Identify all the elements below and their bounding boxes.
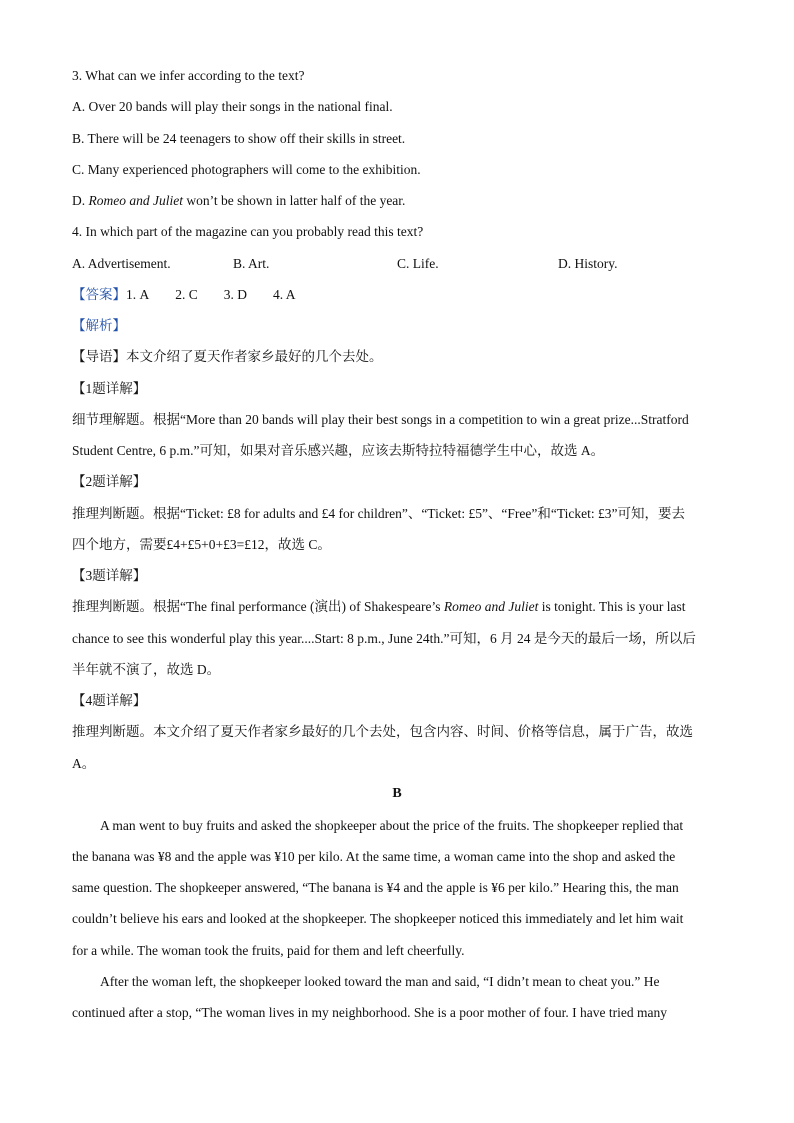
q4-stem: 4. In which part of the magazine can you probably read this text? [72,224,424,239]
passage-line: continued after a stop, “The woman lives in my neighborhood. She is a poor mother of four. I have tried many [72,1005,667,1020]
q3-option-d [72,192,405,210]
detail-4-heading: 【4题详解】 [72,693,147,708]
answer-label: 【答案】 [72,287,126,302]
answer-item: 4. A [273,287,296,302]
passage-line: same question. The shopkeeper answered, “The banana is ¥4 and the apple is ¥6 per kilo.” Hearing this, the man [72,880,679,895]
section-b-title: B [392,786,402,801]
answer-line [72,286,296,304]
detail-4-line: A。 [72,756,96,771]
detail-1-line: Student Centre, 6 p.m.”可知，如果对音乐感兴趣，应该去斯特拉特福德学生中心，故选 A。 [72,443,605,458]
q3-option-d-title: Romeo and Juliet [88,193,183,208]
q4-option-d: D. History. [558,256,618,271]
detail-3-line1-title: Romeo and Juliet [443,599,539,614]
detail-3-line [72,598,686,616]
detail-3-heading: 【3题详解】 [72,568,147,583]
detail-2-line: 四个地方，需要£4+£5+0+£3=£12，故选 C。 [72,537,331,552]
passage-line: the banana was ¥8 and the apple was ¥10 per kilo. At the same time, a woman came into the shop and asked the [72,849,676,864]
answer-item: 1. A [126,287,150,302]
q3-option-b: B. There will be 24 teenagers to show off their skills in street. [72,131,406,146]
passage-line: for a while. The woman took the fruits, paid for them and left cheerfully. [72,943,465,958]
q3-option-d-prefix: D. [72,193,89,208]
detail-3-line: chance to see this wonderful play this year....Start: 8 p.m., June 24th.”可知，6 月 24 是今天的最后一场，所以后 [72,631,696,646]
q3-option-c: C. Many experienced photographers will come to the exhibition. [72,162,421,177]
q4-option-c: C. Life. [397,256,439,271]
detail-3-line1-pre: 推理判断题。根据“The final performance (演出) of Shakespeare’s [72,599,444,614]
q4-option-a: A. Advertisement. [72,256,171,271]
passage-line: After the woman left, the shopkeeper looked toward the man and said, “I didn’t mean to cheat you.” He [100,974,660,989]
q3-option-a: A. Over 20 bands will play their songs in the national final. [72,99,393,114]
analysis-label: 【解析】 [72,318,126,333]
q4-option-b: B. Art. [233,256,270,271]
q3-option-d-rest: won’t be shown in latter half of the year. [182,193,406,208]
detail-2-line: 推理判断题。根据“Ticket: £8 for adults and £4 for children”、“Ticket: £5”、“Free”和“Ticket: £3”可知，要去 [72,506,686,521]
guide-text: 【导语】本文介绍了夏天作者家乡最好的几个去处。 [72,349,383,364]
q3-stem: 3. What can we infer according to the text? [72,68,305,83]
answer-item: 2. C [175,287,198,302]
detail-4-line: 推理判断题。本文介绍了夏天作者家乡最好的几个去处，包含内容、时间、价格等信息，属于广告，故选 [72,724,693,739]
detail-2-heading: 【2题详解】 [72,474,147,489]
detail-1-heading: 【1题详解】 [72,381,147,396]
detail-3-line1-post: is tonight. This is your last [538,599,686,614]
answer-item: 3. D [223,287,248,302]
detail-3-line: 半年就不演了，故选 D。 [72,662,221,677]
passage-line: couldn’t believe his ears and looked at the shopkeeper. The shopkeeper noticed this immediately and let him wait [72,911,684,926]
passage-line: A man went to buy fruits and asked the shopkeeper about the price of the fruits. The shopkeeper replied that [100,818,684,833]
detail-1-line: 细节理解题。根据“More than 20 bands will play their best songs in a competition to win a great prize...Stratford [72,412,689,427]
